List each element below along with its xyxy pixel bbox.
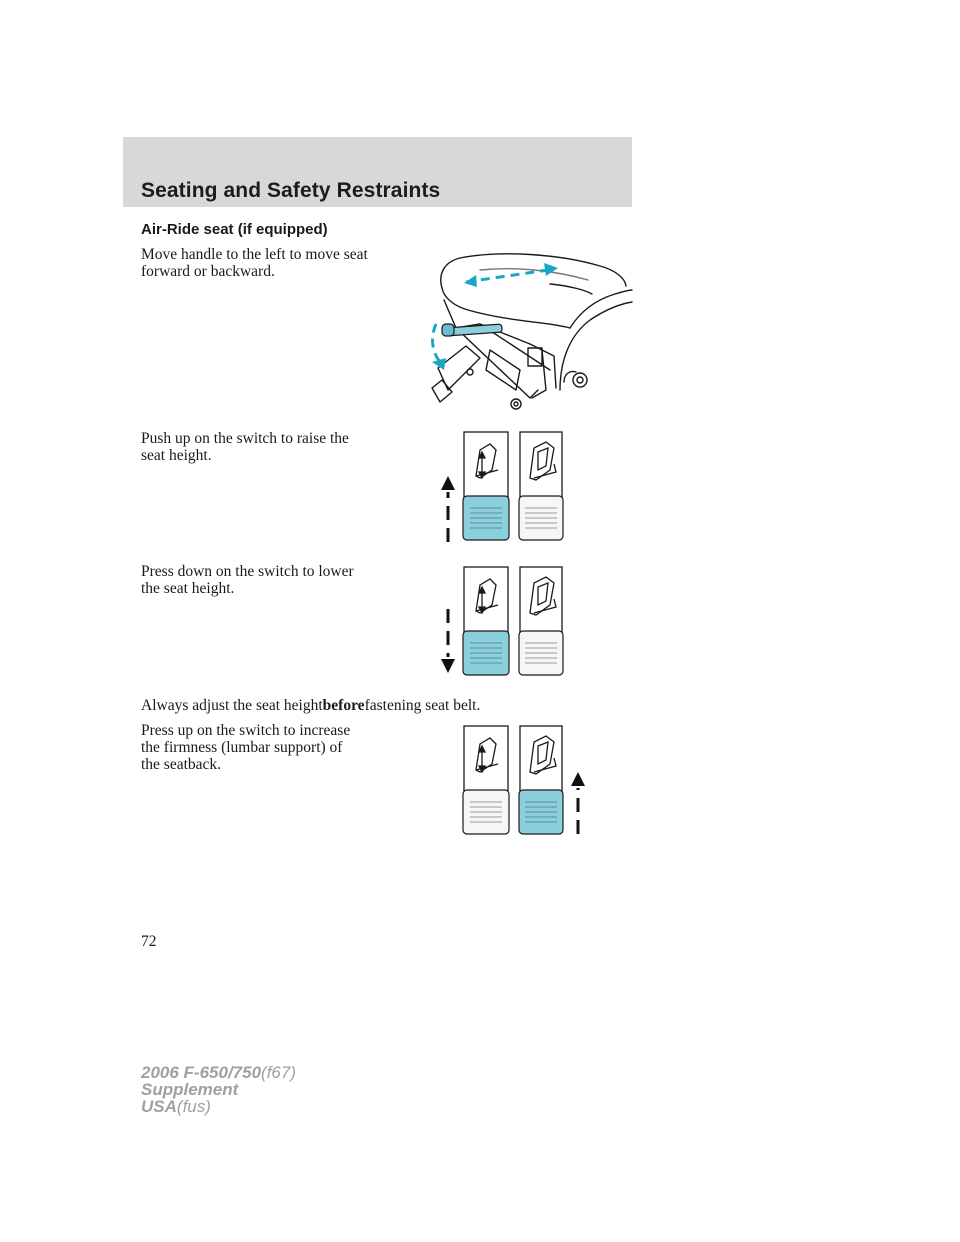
paragraph-move-handle [141, 246, 368, 280]
text-line: forward or backward. [141, 263, 275, 280]
arrow-down-icon [441, 609, 455, 673]
footer-line-supplement: Supplement [141, 1080, 239, 1099]
arrow-up-icon [571, 772, 585, 834]
emphasis-text: before [322, 697, 365, 714]
page-number: 72 [141, 933, 157, 950]
page-section-title: Seating and Safety Restraints [141, 179, 441, 202]
switch-lumbar-illustration [430, 724, 590, 839]
paragraph-raise-height [141, 430, 349, 464]
section-heading: Air-Ride seat (if equipped) [141, 221, 328, 238]
text-line: seat height. [141, 447, 212, 464]
footer-code: (f67) [261, 1063, 297, 1082]
text-line: Press down on the switch to lower [141, 563, 354, 580]
text-line: Move handle to the left to move seat [141, 246, 368, 263]
arrow-up-icon [441, 476, 455, 542]
text-line: the seat height. [141, 580, 235, 597]
footer-model: 2006 F-650/750 [141, 1063, 262, 1082]
text-line: Press up on the switch to increase [141, 722, 351, 739]
footer-region: USA [141, 1097, 177, 1116]
text-line: Push up on the switch to raise the [141, 430, 349, 447]
switch-lower-illustration [430, 565, 570, 680]
paragraph-lower-height [141, 563, 354, 597]
footer-line-region [141, 1098, 296, 1115]
text-span: fastening seat belt. [364, 697, 481, 714]
paragraph-lumbar-support [141, 722, 350, 773]
footer-line-model [141, 1064, 296, 1081]
text-span: Always adjust the seat height [141, 697, 323, 714]
paragraph-adjust-before [141, 697, 480, 714]
document-footer [141, 1064, 296, 1115]
section-header-band [123, 137, 632, 207]
switch-raise-illustration [430, 430, 570, 545]
text-line: the seatback. [141, 756, 222, 773]
footer-region-code: (fus) [176, 1097, 211, 1116]
text-line: the firmness (lumbar support) of [141, 739, 343, 756]
seat-handle-illustration [420, 240, 635, 415]
